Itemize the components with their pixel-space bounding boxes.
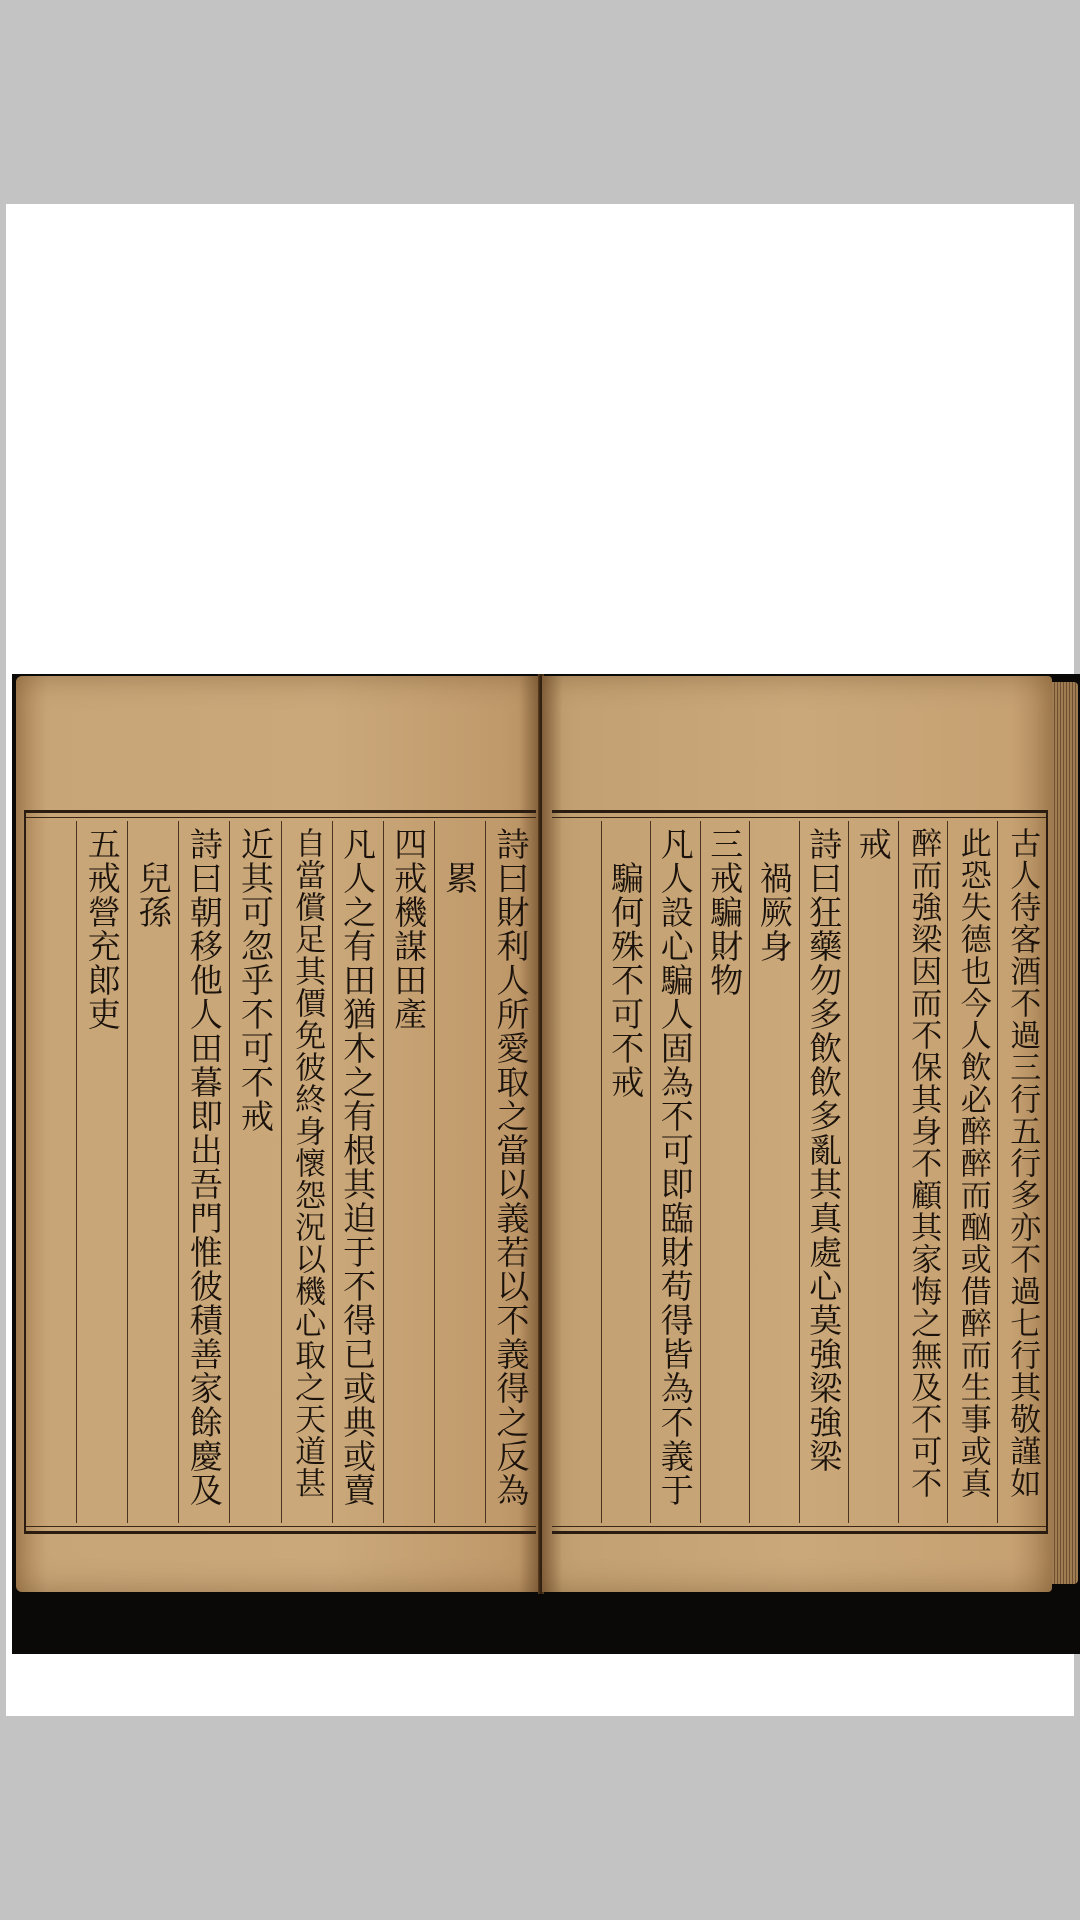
right-page-column — [799, 821, 849, 1523]
right-page-columns — [552, 821, 1046, 1523]
left-page-column-text: 詩曰財利人所愛取之當以義若以不義得之反為 — [491, 827, 531, 1507]
right-page-column-text: 禍厥身 — [754, 861, 794, 963]
right-page-column-text: 三戒騙財物 — [705, 827, 745, 997]
right-page-column-text: 凡人設心騙人固為不可即臨財苟得皆為不義于 — [655, 827, 695, 1507]
right-page — [542, 676, 1052, 1592]
right-page-column — [997, 821, 1047, 1523]
right-page-column — [848, 821, 898, 1523]
left-page — [16, 676, 540, 1592]
left-page-column — [383, 821, 434, 1523]
right-page-column-text: 騙何殊不可不戒 — [606, 861, 646, 1099]
right-page-column-text: 此恐失德也今人飲必醉醉而酗或借醉而生事或真 — [954, 827, 991, 1499]
left-page-column-text: 近其可忽乎不可不戒 — [235, 827, 275, 1133]
page-edges — [1052, 682, 1078, 1584]
left-page-column-text: 兒孫 — [133, 861, 173, 929]
right-page-column — [947, 821, 997, 1523]
left-page-column-text: 詩曰朝移他人田暮即出吾門惟彼積善家餘慶及 — [184, 827, 224, 1507]
left-page-column — [127, 821, 178, 1523]
left-page-column — [434, 821, 485, 1523]
left-page-columns — [26, 821, 536, 1523]
image-canvas — [6, 204, 1074, 1716]
left-page-column-text: 四戒機謀田產 — [389, 827, 429, 1031]
left-page-column-text: 自當償足其價免彼終身懷怨況以機心取之天道甚 — [289, 827, 326, 1499]
right-page-frame — [552, 810, 1048, 1534]
right-page-column — [700, 821, 750, 1523]
right-page-column — [898, 821, 948, 1523]
left-page-column — [332, 821, 383, 1523]
right-page-column-text: 戒 — [853, 827, 893, 861]
left-page-column — [281, 821, 332, 1523]
right-page-column-text: 詩曰狂藥勿多飲飲多亂其真處心莫強梁強梁 — [804, 827, 844, 1473]
right-page-column — [552, 821, 601, 1523]
right-page-column — [749, 821, 799, 1523]
left-page-column — [26, 821, 76, 1523]
left-page-column — [485, 821, 536, 1523]
left-page-column-text: 累 — [440, 861, 480, 895]
left-page-column-text: 凡人之有田猶木之有根其迫于不得已或典或賣 — [338, 827, 378, 1507]
right-page-column — [650, 821, 700, 1523]
left-page-column — [76, 821, 127, 1523]
right-page-column — [601, 821, 651, 1523]
right-page-column-text: 古人待客酒不過三行五行多亦不過七行其敬謹如 — [1004, 827, 1041, 1499]
left-page-column — [229, 821, 280, 1523]
left-page-column-text: 五戒營充郎吏 — [82, 827, 122, 1031]
book-photograph — [12, 674, 1080, 1654]
left-page-frame — [24, 810, 536, 1534]
right-page-column-text: 醉而強梁因而不保其身不顧其家悔之無及不可不 — [905, 827, 942, 1499]
left-page-column — [178, 821, 229, 1523]
